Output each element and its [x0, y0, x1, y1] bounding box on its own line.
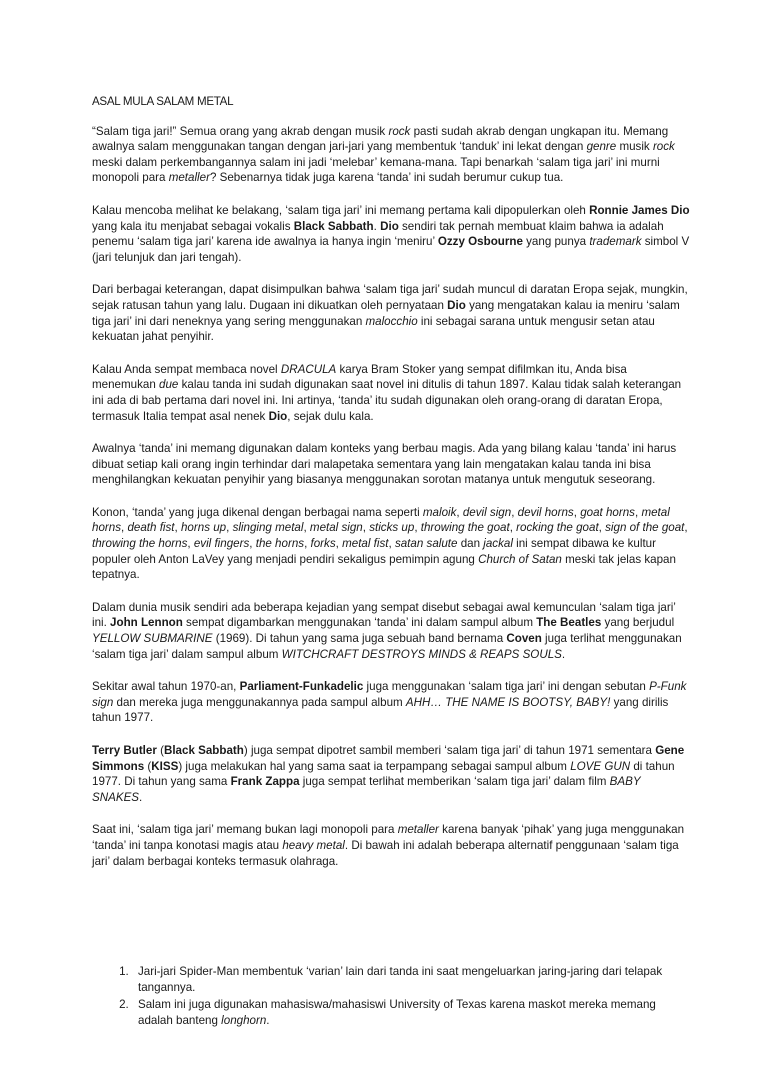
bold-text: Frank Zappa — [230, 775, 300, 789]
bold-text: Dio — [268, 409, 288, 423]
text-run: Awalnya ‘tanda’ ini memang digunakan dalam konteks yang berbau magis. Ada yang bilang kalau ‘tanda’ ini harus dibuat setiap kali orang ingin terhindar dari malapetaka sementara yang lain mengatakan kalau tanda ini bisa menghilangkan kekuatan penyihir yang biasanya menggunakan sorotan matanya untuk mengutuk seseorang. — [92, 442, 677, 487]
text-run: , — [573, 505, 581, 519]
text-run: yang punya — [522, 235, 590, 249]
italic-text: LOVE GUN — [570, 759, 631, 773]
text-run: ( — [156, 744, 164, 757]
text-run: Kalau Anda sempat membaca novel — [92, 362, 281, 376]
bold-text: KISS — [151, 759, 179, 773]
text-run: pasti sudah akrab dengan ungkapan itu. Memang awalnya salam menggunakan tangan dengan jari-jari yang membentuk ‘tanduk’ ini lekat dengan — [92, 124, 669, 154]
text-run: , — [121, 521, 128, 535]
text-run: juga sempat terlihat memberikan ‘salam tiga jari’ dalam film — [299, 775, 610, 789]
text-run: sempat digambarkan menggunakan ‘tanda’ ini dalam sampul album — [182, 616, 537, 630]
text-run: . — [561, 647, 566, 661]
paragraph-list — [92, 124, 692, 870]
text-run: yang berjudul — [601, 616, 675, 630]
text-run: di tahun 1977. Di tahun yang sama — [92, 759, 675, 789]
bold-text: Black Sabbath — [163, 744, 244, 757]
italic-text: sign of the goat — [605, 521, 685, 535]
italic-text: horns up — [180, 521, 227, 535]
italic-text: Church of Satan — [478, 552, 562, 566]
italic-text: metaller — [168, 171, 210, 185]
italic-text: metal sign — [309, 521, 363, 535]
numbered-list — [92, 964, 692, 1028]
text-run: meski dalam perkembangannya salam ini jadi ‘melebar’ kemana-mana. Tapi benarkah ‘salam tiga jari’ ini murni monopoli para — [92, 155, 660, 185]
text-run: , — [187, 537, 194, 551]
paragraph — [92, 679, 692, 726]
text-run: Dari berbagai keterangan, dapat disimpulkan bahwa ‘salam tiga jari’ sudah muncul di daratan Eropa sejak, mungkin, sejak ratusan tahun yang lalu. Dugaan ini dikuatkan oleh pernyataan — [92, 283, 688, 312]
text-run: , — [362, 521, 370, 535]
italic-text: metaller — [397, 823, 439, 837]
italic-text: goat horns — [580, 505, 635, 519]
text-run: , — [511, 505, 518, 519]
bold-text: The Beatles — [536, 616, 602, 630]
document-title: ASAL MULA SALAM METAL — [92, 95, 234, 108]
text-run: , — [414, 521, 421, 535]
text-run: , — [684, 521, 688, 535]
italic-text: the horns — [255, 537, 305, 551]
text-run: , — [509, 521, 517, 535]
text-run: ( — [144, 759, 152, 773]
bold-text: Dio — [447, 298, 466, 312]
text-run: , — [174, 521, 181, 535]
italic-text: throwing the horns — [92, 537, 188, 551]
paragraph — [92, 441, 692, 488]
bold-text: Gene Simmons — [92, 744, 685, 773]
text-run: Salam ini juga digunakan mahasiswa/mahasiswi University of Texas karena maskot mereka memang adalah banteng — [138, 998, 656, 1027]
text-run: , — [634, 505, 642, 519]
bold-text: Terry Butler — [92, 744, 157, 757]
italic-text: DRACULA — [280, 362, 337, 376]
text-run: , — [304, 537, 311, 551]
text-run: sendiri tak pernah membuat klaim bahwa ia adalah penemu ‘salam tiga jari’ karena ide awalnya ia hanya ingin ‘meniru’ — [92, 219, 664, 249]
text-run: . — [373, 219, 381, 233]
paragraph — [92, 124, 692, 186]
text-run: musik — [616, 140, 653, 154]
italic-text: slinging metal — [232, 521, 304, 535]
text-run: Dalam dunia musik sendiri ada beberapa kejadian yang sempat disebut sebagai awal kemunculan ‘salam tiga jari’ ini. — [92, 600, 676, 630]
bold-text: Ronnie James Dio — [589, 203, 690, 217]
text-run: , — [388, 537, 395, 551]
italic-text: rock — [652, 140, 675, 154]
italic-text: metal horns — [92, 505, 670, 535]
text-run: Jari-jari Spider-Man membentuk ‘varian’ lain dari tanda ini saat mengeluarkan jaring-jaring dari telapak tangannya. — [138, 965, 663, 994]
paragraph — [92, 600, 692, 662]
text-run: ) juga sempat dipotret sambil memberi ‘salam tiga jari’ di tahun 1971 sementara — [243, 744, 656, 757]
text-run: . — [266, 1013, 270, 1027]
text-run: yang mengatakan kalau ia meniru ‘salam tiga jari’ ini dari neneknya yang sering menggunakan — [92, 298, 680, 328]
paragraph — [92, 362, 692, 424]
bold-text: Black Sabbath — [293, 219, 374, 233]
text-run: ini sempat dibawa ke kultur populer oleh Anton LaVey yang menjadi pendiri sekaligus pemimpin agung — [92, 537, 656, 566]
list-item — [132, 964, 692, 995]
italic-text: death fist — [127, 521, 175, 535]
text-run: , — [303, 521, 310, 535]
paragraph — [92, 282, 692, 344]
italic-text: rocking the goat — [516, 521, 599, 535]
paragraph — [92, 505, 692, 583]
text-run: juga menggunakan ‘salam tiga jari’ ini dengan sebutan — [363, 680, 650, 694]
italic-text: throwing the goat — [420, 521, 510, 535]
text-run: Konon, ‘tanda’ yang juga dikenal dengan berbagai nama seperti — [92, 505, 423, 519]
text-run: , — [456, 505, 463, 519]
text-run: . — [139, 790, 143, 804]
text-run: Kalau mencoba melihat ke belakang, ‘salam tiga jari’ ini memang pertama kali dipopulerkan oleh — [92, 203, 590, 217]
text-run: , — [598, 521, 606, 535]
text-run: Saat ini, ‘salam tiga jari’ memang bukan lagi monopoli para — [92, 823, 398, 837]
text-run: yang dirilis tahun 1977. — [92, 695, 669, 725]
italic-text: malocchio — [365, 314, 418, 328]
blank-space — [92, 886, 692, 964]
italic-text: metal fist — [342, 537, 389, 551]
italic-text: WITCHCRAFT DESTROYS MINDS & REAPS SOULS — [281, 647, 562, 661]
italic-text: BABY SNAKES — [92, 775, 641, 804]
paragraph — [92, 822, 692, 869]
italic-text: sticks up — [369, 521, 415, 535]
bold-text: John Lennon — [110, 616, 183, 630]
list-item — [132, 997, 692, 1028]
text-run: yang kala itu menjabat sebagai vokalis — [92, 219, 294, 233]
italic-text: forks — [310, 537, 336, 551]
text-run: juga terlihat menggunakan ‘salam tiga jari’ dalam sampul album — [92, 632, 682, 661]
text-run: simbol V (jari telunjuk dan jari tengah). — [92, 235, 690, 264]
italic-text: maloik — [422, 505, 457, 519]
italic-text: devil horns — [517, 505, 574, 519]
italic-text: rock — [388, 124, 411, 138]
text-run: , — [226, 521, 233, 535]
text-run: ? Sebenarnya tidak juga karena ‘tanda’ ini sudah berumur cukup tua. — [209, 171, 564, 185]
text-run: , — [249, 537, 256, 551]
paragraph — [92, 743, 692, 805]
text-run: dan — [457, 537, 484, 551]
italic-text: devil sign — [462, 505, 512, 519]
italic-text: trademark — [589, 235, 642, 249]
text-run: “Salam tiga jari!” Semua orang yang akrab dengan musik — [92, 124, 389, 138]
text-run: dan mereka juga menggunakannya pada sampul album — [113, 695, 406, 709]
italic-text: jackal — [483, 537, 513, 551]
text-run: meski tak jelas kapan tepatnya. — [92, 552, 676, 582]
bold-text: Parliament-Funkadelic — [239, 680, 364, 694]
italic-text: YELLOW SUBMARINE — [92, 632, 213, 646]
text-run: ) juga melakukan hal yang sama saat ia terpampang sebagai sampul album — [178, 759, 571, 773]
bold-text: Dio — [380, 219, 399, 233]
italic-text: AHH… THE NAME IS BOOTSY, BABY! — [405, 695, 611, 709]
italic-text: heavy metal — [282, 838, 345, 852]
italic-text: P-Funk sign — [92, 680, 687, 709]
text-run: Sekitar awal tahun 1970-an, — [92, 680, 240, 694]
italic-text: evil fingers — [193, 537, 250, 551]
italic-text: satan salute — [394, 537, 458, 551]
text-run: karena banyak ‘pihak’ yang juga menggunakan ‘tanda’ ini tanpa konotasi magis atau — [92, 823, 685, 852]
paragraph — [92, 203, 692, 265]
text-run: . Di bawah ini adalah beberapa alternatif penggunaan ‘salam tiga jari’ dalam berbagai konteks termasuk olahraga. — [92, 838, 679, 868]
text-run: ini sebagai sarana untuk mengusir setan atau kekuatan jahat penyihir. — [92, 314, 655, 344]
italic-text: longhorn — [221, 1013, 267, 1027]
text-run: , — [335, 537, 343, 551]
text-run: , sejak dulu kala. — [287, 409, 374, 423]
bold-text: Ozzy Osbourne — [437, 235, 523, 249]
italic-text: due — [159, 378, 179, 392]
text-run: kalau tanda ini sudah digunakan saat novel ini ditulis di tahun 1897. Kalau tidak salah keterangan ini ada di bab pertama dari novel ini. Ini artinya, ‘tanda’ itu sudah digunakan oleh orang-orang di daratan Eropa, termasuk Italia tempat asal nenek — [92, 378, 682, 423]
bold-text: Coven — [506, 632, 542, 646]
text-run: (1969). Di tahun yang sama juga sebuah band bernama — [212, 632, 507, 646]
document-body — [92, 94, 692, 1031]
italic-text: genre — [586, 140, 617, 154]
text-run: karya Bram Stoker yang sempat difilmkan itu, Anda bisa menemukan — [92, 362, 627, 392]
